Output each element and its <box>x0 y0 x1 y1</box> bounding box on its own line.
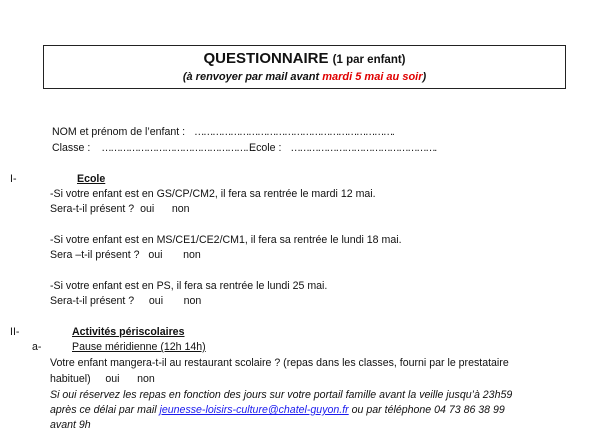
section1-q1-ask[interactable]: Sera-t-il présent ? oui non <box>50 203 190 215</box>
section2a-note-line1: Si oui réservez les repas en fonction des jours sur votre portail famille avant la veille jusqu’à 23h59 <box>50 389 513 401</box>
school-field[interactable]: …………………………………………. <box>290 142 436 154</box>
section1-q2-ask[interactable]: Sera –t-il présent ? oui non <box>50 249 201 261</box>
section2-title: Activités périscolaires <box>72 326 185 338</box>
note-line2-suffix: ou par téléphone 04 73 86 38 99 <box>348 404 505 416</box>
name-label: NOM et prénom de l’enfant : <box>52 126 186 138</box>
section1-q1-text: -Si votre enfant est en GS/CP/CM2, il fera sa rentrée le mardi 12 mai. <box>50 188 376 200</box>
section1-q2-text: -Si votre enfant est en MS/CE1/CE2/CM1, il fera sa rentrée le lundi 18 mai. <box>50 234 402 246</box>
subtitle-suffix: ) <box>422 71 427 83</box>
subtitle-prefix: (à renvoyer par mail avant <box>182 71 323 83</box>
school-field-row <box>249 141 436 155</box>
class-field-row <box>52 141 254 155</box>
section1-number: I- <box>10 173 17 185</box>
section2-number: II- <box>10 326 20 338</box>
class-label: Classe : <box>52 142 91 154</box>
class-field[interactable]: …………………………………………… <box>101 142 255 154</box>
email-link[interactable]: jeunesse-loisirs-culture@chatel-guyon.fr <box>159 404 349 416</box>
page-title <box>44 50 565 69</box>
section1-q3-text: -Si votre enfant est en PS, il fera sa rentrée le lundi 25 mai. <box>50 280 328 292</box>
section2a-note-line2 <box>50 403 505 417</box>
section2a-letter: a- <box>32 341 42 353</box>
note-line2-prefix: après ce délai par mail <box>50 404 160 416</box>
name-field-row <box>52 125 393 139</box>
section2a-q-line2[interactable]: habituel) oui non <box>50 373 155 385</box>
section2a-note-line3: avant 9h <box>50 419 91 431</box>
section2a-title: Pause méridienne (12h 14h) <box>72 341 206 353</box>
page-subtitle <box>44 70 565 84</box>
name-field[interactable]: …………………………………………………………. <box>194 126 394 138</box>
section1-q3-ask[interactable]: Sera-t-il présent ? oui non <box>50 295 202 307</box>
school-label: Ecole : <box>249 142 282 154</box>
section1-title: Ecole <box>77 173 106 185</box>
subtitle-deadline: mardi 5 mai au soir <box>322 71 423 83</box>
title-suffix: (1 par enfant) <box>332 54 406 66</box>
title-text: QUESTIONNAIRE <box>203 50 329 67</box>
section2a-q-line1: Votre enfant mangera-t-il au restaurant scolaire ? (repas dans les classes, fourni par le prestataire <box>50 357 509 369</box>
title-box <box>43 45 566 89</box>
